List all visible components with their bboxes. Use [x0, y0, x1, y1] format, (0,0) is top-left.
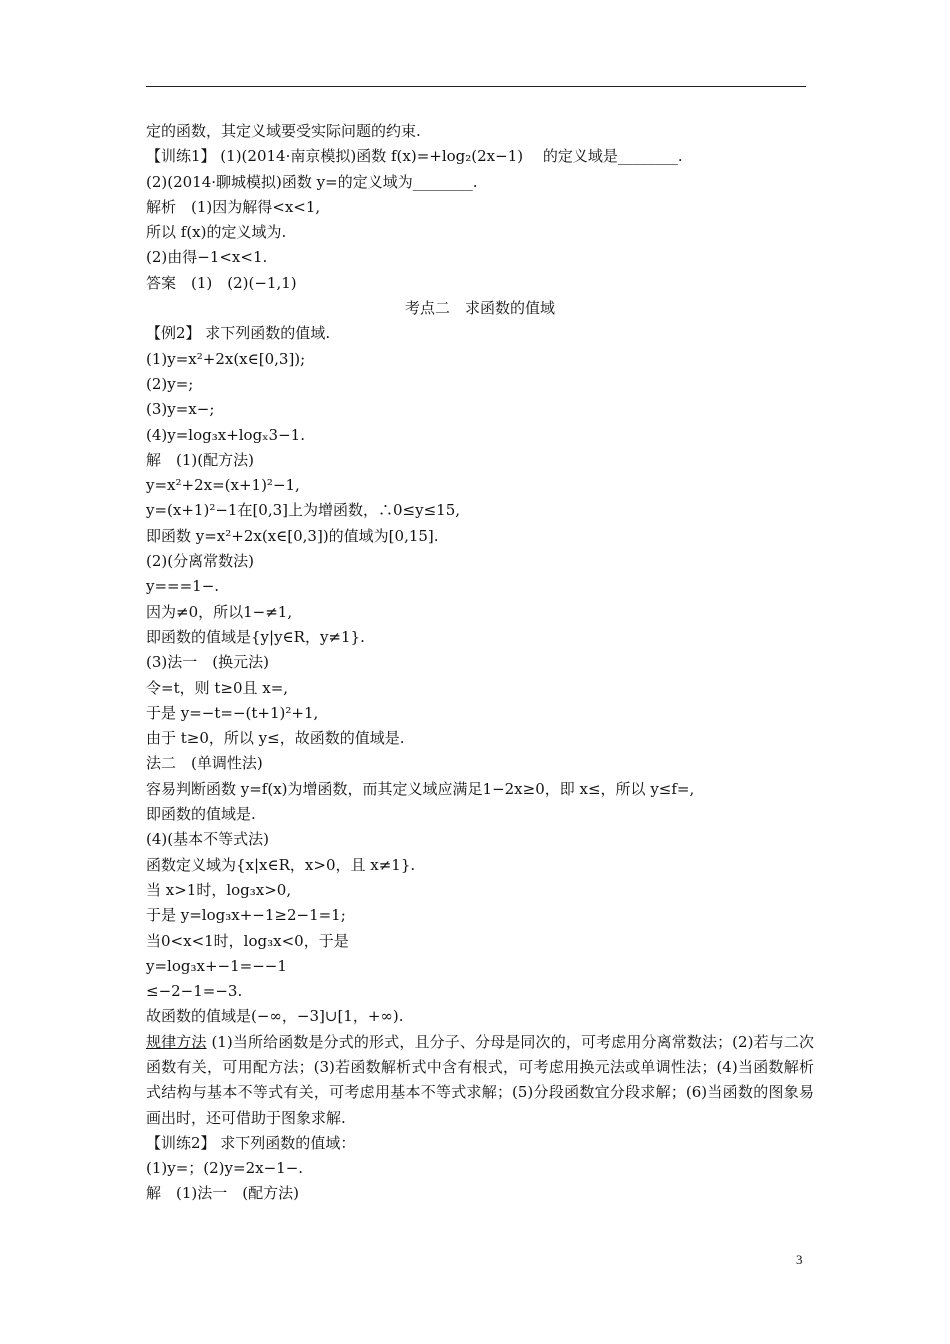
text-line: 故函数的值域是(−∞，−3]∪[1，+∞). [146, 1007, 404, 1026]
text-line: (2)由得−1<x<1. [146, 248, 268, 267]
text-line: 【训练1】 (1)(2014·南京模拟)函数 f(x)=+log₂(2x−1) 的定义域是________. [146, 147, 683, 166]
text-line: 定的函数，其定义域要受实际问题的约束. [146, 122, 421, 140]
text-line: y===1−. [146, 577, 220, 596]
text-line: 解 (1)法一 (配方法) [146, 1184, 299, 1203]
text-line: 解析 (1)因为解得<x<1, [146, 197, 321, 216]
text-line: (2)(分离常数法) [146, 552, 254, 571]
text-line: 于是 y=log₃x+−1≥2−1=1; [146, 906, 346, 925]
text-line: 即函数 y=x²+2x(x∈[0,3])的值域为[0,15]. [146, 526, 439, 545]
text-line: y=x²+2x=(x+1)²−1, [146, 476, 300, 495]
text-line: (2)y=; [146, 374, 194, 393]
text-line: 于是 y=−t=−(t+1)²+1, [146, 703, 319, 722]
text-line: 因为≠0，所以1−≠1, [146, 602, 293, 621]
text-line: 当 x>1时，log₃x>0, [146, 880, 292, 899]
page-content [146, 119, 814, 1207]
text-line: 解 (1)(配方法) [146, 450, 254, 469]
text-line: ≤−2−1=−3. [146, 982, 243, 1001]
text-line: 由于 t≥0，所以 y≤，故函数的值域是. [146, 729, 405, 748]
text-line: (1)y=；(2)y=2x−1−. [146, 1159, 304, 1178]
text-line: 即函数的值域是{y|y∈R，y≠1}. [146, 627, 365, 646]
text-line: (3)法一 (换元法) [146, 653, 269, 672]
text-line: 所以 f(x)的定义域为. [146, 223, 287, 242]
text-line: 【训练2】 求下列函数的值域： [146, 1133, 356, 1152]
text-line: y=log₃x+−1=−−1 [146, 956, 287, 975]
text-line: (3)y=x−; [146, 400, 215, 419]
text-line: 法二 (单调性法) [146, 754, 263, 773]
section-title: 考点二 求函数的值域 [404, 299, 555, 318]
text-line: 函数定义域为{x|x∈R，x>0，且 x≠1}. [146, 855, 416, 874]
header-rule [146, 86, 806, 87]
method-summary [146, 1030, 814, 1131]
text-line: (4)y=log₃x+logₓ3−1. [146, 425, 305, 444]
text-line: 当0<x<1时，log₃x<0，于是 [146, 931, 349, 950]
text-line: 答案 (1) (2)(−1,1) [146, 273, 297, 292]
page-number: 3 [796, 1252, 803, 1267]
text-line: 【例2】 求下列函数的值域. [146, 324, 331, 343]
method-text: (1)当所给函数是分式的形式，且分子、分母是同次的，可考虑用分离常数法；(2)若与二次函数有关，可用配方法；(3)若函数解析式中含有根式，可考虑用换元法或单调性法；(4)当函数解析式结构与基本不等式有关，可考虑用基本不等式求解；(5)分段函数宜分段求解；(6)当函数的图象易画出时，还可借助于图象求解. [146, 1032, 814, 1127]
text-line: 令=t，则 t≥0且 x=, [146, 678, 289, 697]
text-line: 即函数的值域是. [146, 805, 256, 824]
method-label: 规律方法 [146, 1032, 207, 1051]
text-line: 容易判断函数 y=f(x)为增函数，而其定义域应满足1−2x≥0，即 x≤，所以 y≤f=, [146, 779, 695, 798]
text-line: (2)(2014·聊城模拟)函数 y=的定义域为________. [146, 172, 478, 191]
text-line: (4)(基本不等式法) [146, 830, 269, 849]
text-line: y=(x+1)²−1在[0,3]上为增函数，∴0≤y≤15, [146, 501, 461, 520]
text-line: (1)y=x²+2x(x∈[0,3]); [146, 349, 306, 368]
